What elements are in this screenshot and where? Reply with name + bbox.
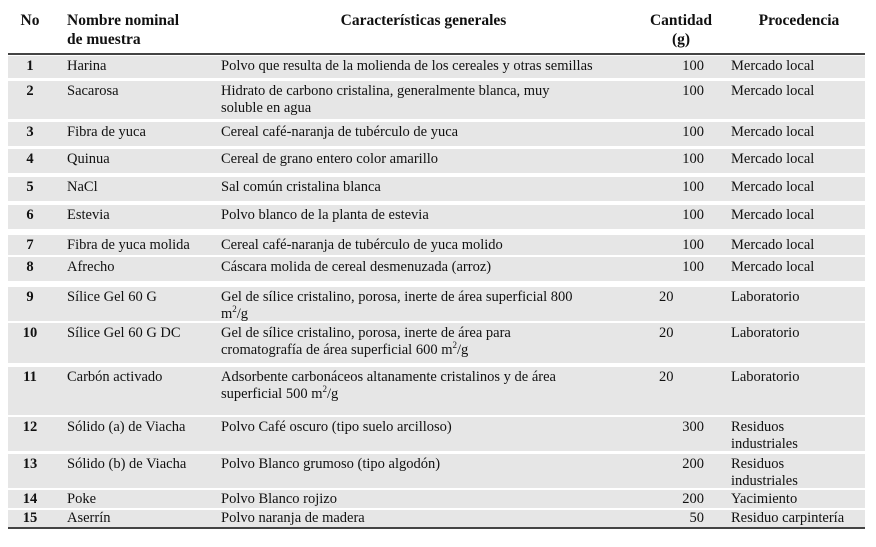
header-quantity-line1: Cantidad bbox=[649, 12, 713, 29]
row-description: Polvo Café oscuro (tipo suelo arcilloso) bbox=[221, 419, 452, 435]
row-name: Quinua bbox=[67, 151, 110, 167]
row-name: Estevia bbox=[67, 207, 110, 223]
row-origin: Laboratorio bbox=[731, 325, 800, 341]
row-number: 14 bbox=[22, 491, 38, 507]
row-name: Aserrín bbox=[67, 510, 111, 526]
row-quantity: 100 bbox=[682, 179, 704, 195]
row-name: Sólido (b) de Viacha bbox=[67, 456, 187, 472]
header-no: No bbox=[20, 12, 40, 29]
table-row bbox=[8, 235, 865, 255]
row-number: 13 bbox=[22, 456, 38, 472]
row-quantity: 20 bbox=[659, 369, 674, 385]
row-description-line2: superficial 500 $m^2/g$ bbox=[221, 384, 339, 402]
row-description-line2: $m^2/g$ bbox=[221, 304, 249, 322]
row-name: Harina bbox=[67, 58, 107, 74]
row-number: 2 bbox=[26, 83, 34, 99]
row-origin: Mercado local bbox=[731, 259, 815, 275]
row-origin: Mercado local bbox=[731, 83, 815, 99]
row-quantity: 100 bbox=[682, 58, 704, 74]
row-description: Sal común cristalina blanca bbox=[221, 179, 381, 195]
row-name: Fibra de yuca bbox=[67, 124, 146, 140]
row-number: 1 bbox=[26, 58, 34, 74]
table-row bbox=[8, 81, 865, 119]
table-header bbox=[8, 0, 865, 55]
row-quantity: 200 bbox=[682, 456, 704, 472]
table-row bbox=[8, 490, 865, 508]
row-origin-line2: industriales bbox=[731, 436, 798, 452]
row-description: Polvo Blanco rojizo bbox=[221, 491, 337, 507]
row-number: 15 bbox=[22, 510, 38, 526]
row-description: Polvo blanco de la planta de estevia bbox=[221, 207, 429, 223]
header-name bbox=[67, 11, 217, 49]
row-origin: Mercado local bbox=[731, 179, 815, 195]
row-number: 7 bbox=[26, 237, 34, 253]
row-description-line1: Gel de sílice cristalino, porosa, inerte de área superficial 800 bbox=[221, 289, 573, 305]
row-name: Sólido (a) de Viacha bbox=[67, 419, 186, 435]
row-quantity: 100 bbox=[682, 237, 704, 253]
row-name: NaCl bbox=[67, 179, 98, 195]
header-name-line2: de muestra bbox=[67, 31, 141, 48]
table-row bbox=[8, 417, 865, 451]
row-origin-line2: industriales bbox=[731, 473, 798, 489]
row-description: Cáscara molida de cereal desmenuzada (arroz) bbox=[221, 259, 492, 275]
row-origin-line1: Residuos bbox=[731, 419, 785, 435]
row-description-line1: Adsorbente carbonáceos altanamente cristalinos y de área bbox=[221, 369, 556, 385]
row-description-line2: soluble en agua bbox=[221, 100, 312, 116]
row-quantity: 50 bbox=[689, 510, 704, 526]
row-origin: Mercado local bbox=[731, 237, 815, 253]
row-description bbox=[221, 83, 626, 117]
table-bottom-rule bbox=[8, 527, 865, 529]
row-description: Cereal de grano entero color amarillo bbox=[221, 151, 438, 167]
row-number: 3 bbox=[26, 124, 34, 140]
table-row bbox=[8, 205, 865, 229]
row-quantity: 300 bbox=[682, 419, 704, 435]
table-row bbox=[8, 323, 865, 363]
row-origin: Mercado local bbox=[731, 207, 815, 223]
row-origin: Mercado local bbox=[731, 124, 815, 140]
header-quantity bbox=[628, 11, 734, 49]
table-row bbox=[8, 149, 865, 173]
row-name: Sílice Gel 60 G DC bbox=[67, 325, 181, 341]
row-name: Sacarosa bbox=[67, 83, 119, 99]
row-name: Carbón activado bbox=[67, 369, 163, 385]
row-quantity: 20 bbox=[659, 289, 674, 305]
table-row bbox=[8, 454, 865, 488]
row-number: 8 bbox=[26, 259, 34, 275]
row-name: Poke bbox=[67, 491, 96, 507]
header-quantity-line2: (g) bbox=[671, 31, 691, 48]
row-quantity: 100 bbox=[682, 151, 704, 167]
row-quantity: 100 bbox=[682, 124, 704, 140]
row-quantity: 100 bbox=[682, 259, 704, 275]
row-origin: Yacimiento bbox=[731, 491, 798, 507]
row-number: 11 bbox=[23, 369, 37, 385]
row-description: Cereal café-naranja de tubérculo de yuca bbox=[221, 124, 459, 140]
row-origin: Residuo carpintería bbox=[731, 510, 845, 526]
row-origin: Mercado local bbox=[731, 151, 815, 167]
table-row bbox=[8, 287, 865, 321]
header-name-line1: Nombre nominal bbox=[67, 12, 180, 29]
table-row bbox=[8, 122, 865, 146]
row-origin bbox=[731, 456, 865, 490]
table-row bbox=[8, 177, 865, 201]
row-description: Polvo Blanco grumoso (tipo algodón) bbox=[221, 456, 441, 472]
row-description-line1: Gel de sílice cristalino, porosa, inerte de área para bbox=[221, 325, 511, 341]
row-number: 5 bbox=[26, 179, 34, 195]
row-quantity: 100 bbox=[682, 207, 704, 223]
row-description: Polvo naranja de madera bbox=[221, 510, 365, 526]
samples-table bbox=[8, 0, 865, 526]
row-description bbox=[221, 325, 626, 359]
row-name: Afrecho bbox=[67, 259, 115, 275]
row-origin: Laboratorio bbox=[731, 289, 800, 305]
table-row bbox=[8, 367, 865, 415]
row-description bbox=[221, 369, 626, 403]
row-description-line1: Hidrato de carbono cristalina, generalmente blanca, muy bbox=[221, 83, 550, 99]
table-row bbox=[8, 510, 865, 527]
row-description: Polvo que resulta de la molienda de los cereales y otras semillas bbox=[221, 58, 593, 74]
row-description-line2: cromatografía de área superficial 600 $m^2/g$ bbox=[221, 340, 469, 358]
row-name: Fibra de yuca molida bbox=[67, 237, 190, 253]
row-number: 9 bbox=[26, 289, 34, 305]
row-name: Sílice Gel 60 G bbox=[67, 289, 157, 305]
row-quantity: 20 bbox=[659, 325, 674, 341]
row-origin bbox=[731, 419, 865, 453]
row-description bbox=[221, 289, 626, 323]
row-quantity: 100 bbox=[682, 83, 704, 99]
header-characteristics: Características generales bbox=[340, 12, 507, 29]
row-number: 12 bbox=[22, 419, 38, 435]
table-row bbox=[8, 56, 865, 78]
table-row bbox=[8, 257, 865, 281]
header-origin: Procedencia bbox=[758, 12, 840, 29]
row-quantity: 200 bbox=[682, 491, 704, 507]
row-description: Cereal café-naranja de tubérculo de yuca molido bbox=[221, 237, 503, 253]
row-origin: Laboratorio bbox=[731, 369, 800, 385]
row-number: 6 bbox=[26, 207, 34, 223]
row-number: 10 bbox=[22, 325, 38, 341]
row-origin: Mercado local bbox=[731, 58, 815, 74]
row-number: 4 bbox=[26, 151, 34, 167]
row-origin-line1: Residuos bbox=[731, 456, 785, 472]
